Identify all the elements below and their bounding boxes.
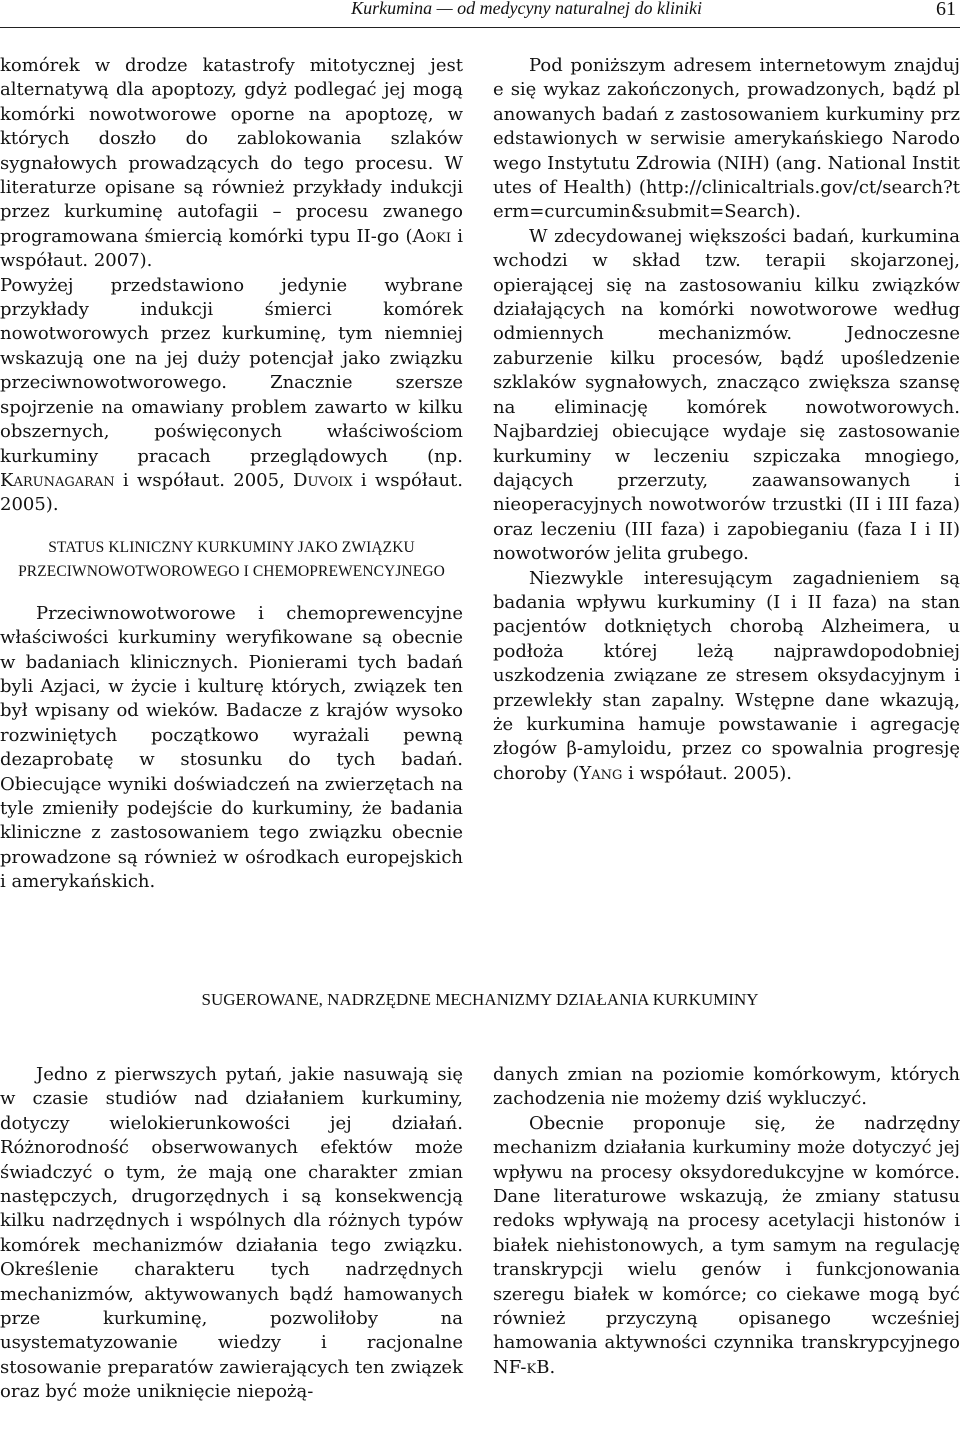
paragraph: danych zmian na poziomie komórkowym, których zachodzenia nie możemy dziś wykluczyć.: [493, 1064, 960, 1110]
author-name: Duvoix: [293, 469, 353, 491]
paragraph: Pod poniższym adresem internetowym znajduje się wykaz zakończonych, prowadzonych, bądź planowanych badań z zastosowaniem kurkuminy przedstawionych w serwisie amerykańskiego Narodowego Instytutu Zdrowia (NIH) (ang. National Institutes of Health) (http://clinicaltrials.gov/ct/search?term=curcumin&submit=Search).: [493, 55, 960, 223]
paragraph: Powyżej przedstawiono jedynie wybrane przykłady indukcji śmierci komórek nowotworowych przez kurkuminę, tym niemniej wskazują one na jej duży potencjał jako związku przeciwnowotworowego. Znacznie szersze spojrzenie na omawiany problem zawarto w kilku obszernych, poświęconych właściwościom kurkuminy pracach przeglądowych (np. Karunagaran i współaut. 2005, Duvoix i współaut. 2005).: [0, 274, 463, 516]
paragraph: W zdecydowanej większości badań, kurkumina wchodzi w skład tzw. terapii skojarzonej, opierającej się na zastosowaniu kilku związków działających na komórki nowotworowe według odmiennych mechanizmów. Jednoczesne zaburzenie kilku procesów, bądź upośledzenie szklaków sygnałowych, znacząco zwiększa szansę na eliminację komórek nowotworowych. Najbardziej obiecujące wydaje się zastosowanie kurkuminy w leczeniu szpiczaka mnogiego, dających przerzuty, zaawansowanych i nieoperacyjnych nowotworów trzustki (II i III faza) oraz leczeniu (III faza) i zapobieganiu (faza I i II) nowotworów jelita grubego.: [493, 225, 960, 565]
column-top-left: [0, 54, 463, 895]
paragraph: Przeciwnowotworowe i chemoprewencyjne właściwości kurkuminy weryfikowane są obecnie w badaniach klinicznych. Pionierami tych badań byli Azjaci, w życie i kulturę których, związek ten był wpisany od wieków. Badacze z krajów wysoko rozwiniętych początkowo wyrażali pewną dezaprobatę w stosunku do tych badań. Obiecujące wyniki doświadczeń na zwierzętach na tyle zmieniły podejście do kurkuminy, że badania kliniczne z zastosowaniem tego związku obecnie prowadzone są również w ośrodkach europejskich i amerykańskich.: [0, 602, 463, 893]
paragraph: Jedno z pierwszych pytań, jakie nasuwają się w czasie studiów nad działaniem kurkuminy, dotyczy wielokierunkowości jej działań. Różnorodność obserwowanych efektów może świadczyć o tym, że mają one charakter zmian następczych, drugorzędnych i są konsekwencją kilku nadrzędnych i wspólnych dla różnych typów komórek mechanizmów działania tego związku. Określenie charakteru tych nadrzędnych mechanizmów, aktywowanych bądź hamowanych prze kurkuminę, pozwoliłoby na usystematyzowanie wiedzy i racjonalne stosowanie preparatów zawierających ten związek oraz być może uniknięcie niepożą-: [0, 1064, 463, 1403]
author-name: Karunagaran: [0, 469, 115, 491]
paragraph: Obecnie proponuje się, że nadrzędny mechanizm działania kurkuminy może dotyczyć jej wpływu na procesy oksydoredukcyjne w komórce. Dane literaturowe wskazują, że zmiany statusu redoks wpływają na procesy acetylacji histonów i białek niehistonowych, a tym samym na regulację transkrypcji wielu genów i funkcjonowania szeregu białek w komórce; co ciekawe mogą być również przyczyną opisanego wcześniej hamowania aktywności czynnika transkrypcyjnego NF-κB.: [493, 1112, 960, 1378]
running-title: Kurkumina — od medycyny naturalnej do kliniki: [351, 0, 702, 18]
kappa-symbol: κ: [526, 1356, 537, 1378]
author-name: Yang: [579, 762, 623, 784]
subsection-heading: STATUS KLINICZNY KURKUMINY JAKO ZWIĄZKU PRZECIWNOWOTWOROWEGO I CHEMOPREWENCYJNEGO: [18, 538, 445, 580]
author-name: Aoki: [412, 225, 451, 247]
column-top-right: [493, 54, 960, 786]
paragraph: Niezwykle interesującym zagadnieniem są badania wpływu kurkuminy (I i II faza) na stan pacjentów dotkniętych chorobą Alzheimera, u podłoża której leżą najprawdopodobniej uszkodzenia związane ze stresem oksydacyjnym i przewlekły stan zapalny. Wstępne dane wkazują, że kurkumina hamuje powstawanie i agregację złogów β-amyloidu, przez co spowalnia progresję choroby (Yang i współaut. 2005).: [493, 567, 960, 784]
column-bottom-right: [493, 1063, 960, 1380]
paragraph: komórek w drodze katastrofy mitotycznej jest alternatywą dla apoptozy, gdyż podlegać jej mogą komórki nowotworowe oporne na apoptozę, w których doszło do zablokowania szlaków sygnałowych prowadzących do tego procesu. W literaturze opisane są również przykłady indukcji przez kurkuminę autofagii – procesu zwanego programowana śmiercią komórki typu II-go (Aoki i współaut. 2007).: [0, 55, 463, 272]
column-bottom-left: [0, 1063, 463, 1405]
page-number: 61: [936, 0, 956, 20]
page-header: [0, 0, 960, 28]
section-heading: SUGEROWANE, NADRZĘDNE MECHANIZMY DZIAŁANIA KURKUMINY: [201, 990, 759, 1009]
